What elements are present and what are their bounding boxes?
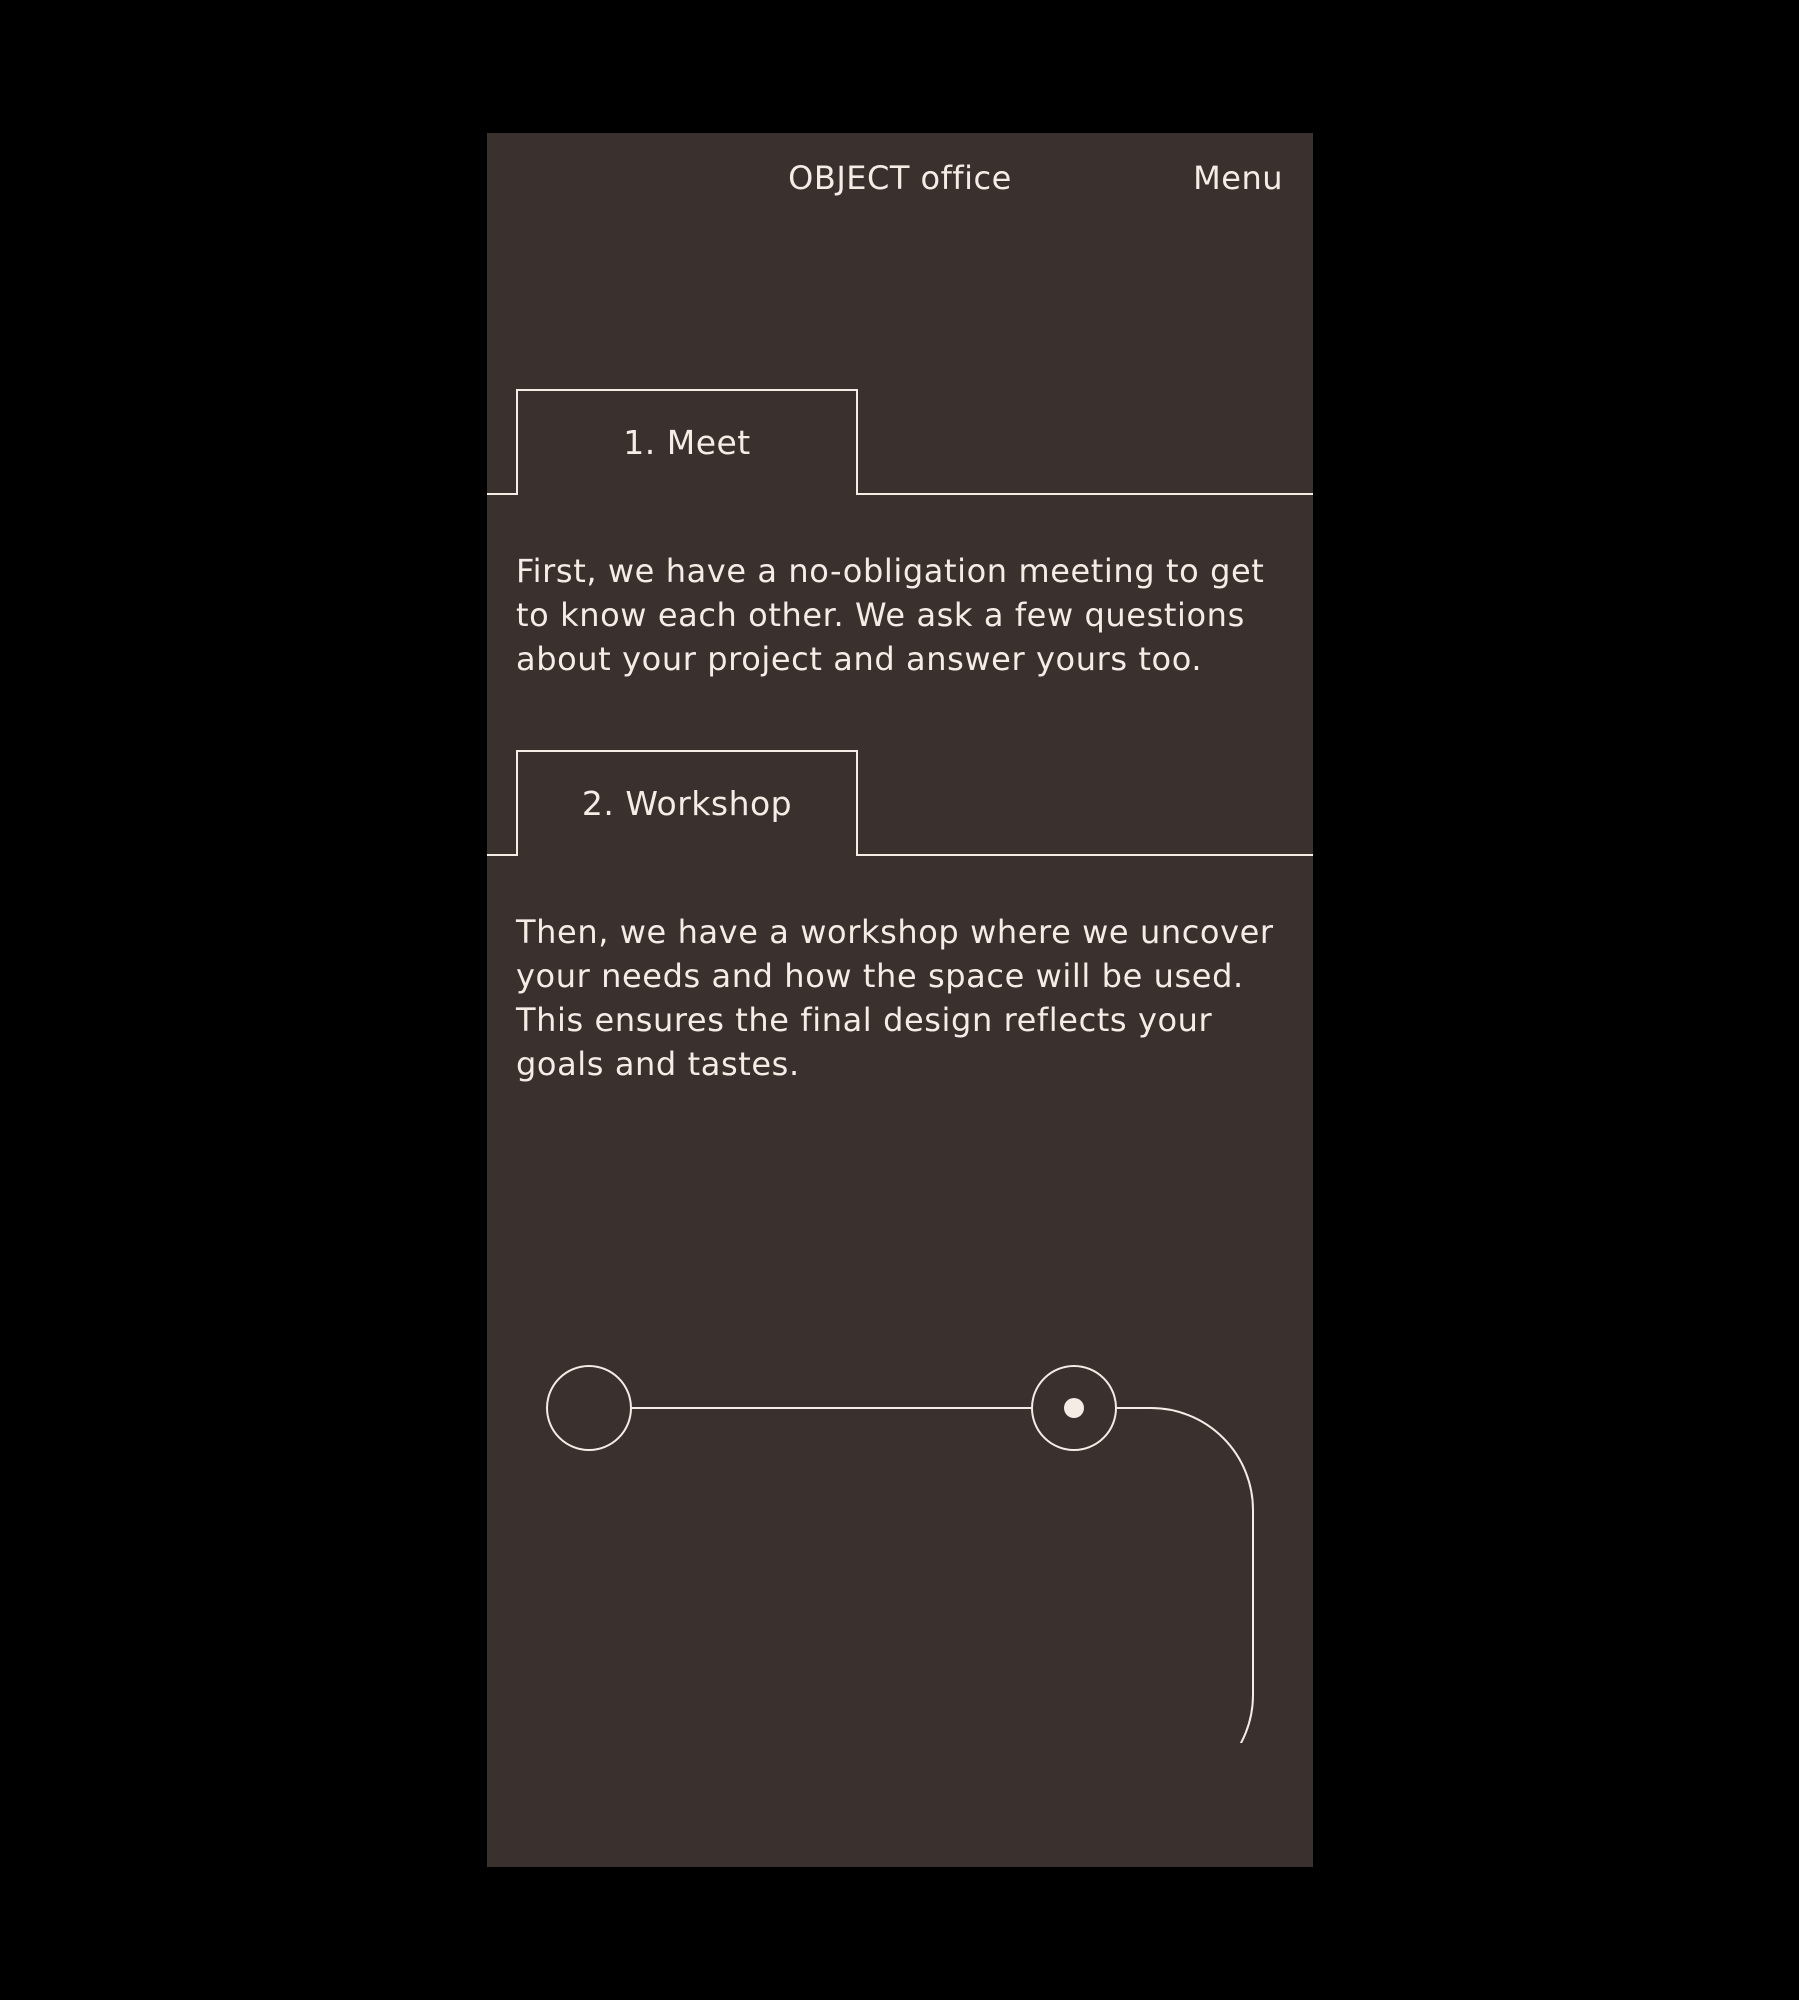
tab-workshop[interactable] xyxy=(516,750,858,856)
step-workshop xyxy=(487,750,1313,1083)
tab-workshop-label: 2. Workshop xyxy=(581,784,793,823)
step-tab-row xyxy=(487,750,1313,856)
step-workshop-description: Then, we have a workshop where we uncover your needs and how the space will be used. This ensures the final design reflects your goals and tastes. xyxy=(516,913,1274,1083)
step-node-1[interactable] xyxy=(547,1366,631,1450)
menu-button[interactable]: Menu xyxy=(1193,159,1283,197)
tab-meet-label: 1. Meet xyxy=(623,423,751,462)
brand-logo[interactable]: OBJECT office xyxy=(788,159,1012,197)
connector-curve-right xyxy=(1116,1408,1253,1743)
step-tab-row xyxy=(487,389,1313,495)
site-header xyxy=(487,133,1313,225)
current-step-indicator-dot xyxy=(1064,1398,1084,1418)
step-meet xyxy=(487,389,1313,678)
tab-meet[interactable] xyxy=(516,389,858,495)
process-progress-diagram xyxy=(487,1223,1313,1743)
mobile-page xyxy=(487,133,1313,1867)
step-meet-description: First, we have a no-obligation meeting to get to know each other. We ask a few questions about your project and answer yours too. xyxy=(516,552,1265,678)
